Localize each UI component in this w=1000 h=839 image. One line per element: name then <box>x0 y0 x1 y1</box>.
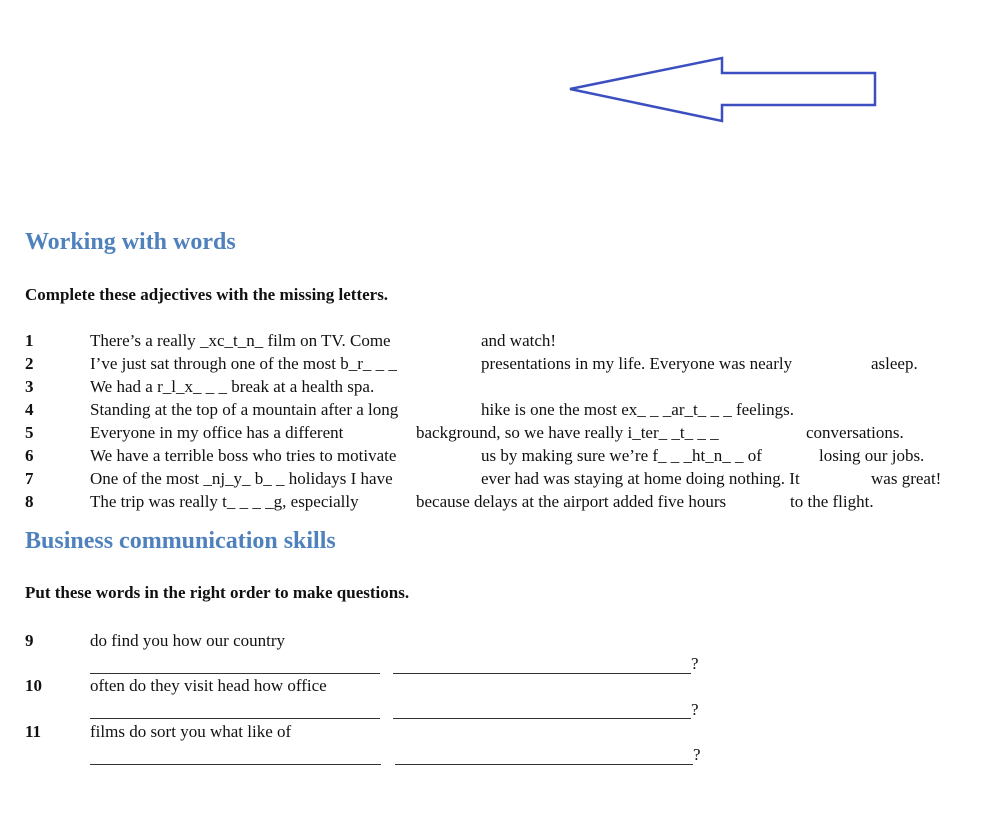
answer-line[interactable] <box>393 673 691 674</box>
item-number: 1 <box>25 331 34 350</box>
item-text: We had a r_l_x_ _ _ break at a health spa. <box>90 377 375 396</box>
item-number: 10 <box>25 676 42 695</box>
answer-line[interactable] <box>90 764 381 765</box>
item-text: There’s a really _xc_t_n_ film on TV. Come <box>90 331 391 350</box>
item-number: 4 <box>25 400 34 419</box>
instruction-word-order: Put these words in the right order to make questions. <box>25 583 410 602</box>
item-text: Standing at the top of a mountain after a long <box>90 400 399 419</box>
answer-line[interactable] <box>90 673 380 674</box>
item-number: 9 <box>25 631 34 650</box>
scrambled-words: often do they visit head how office <box>90 676 327 695</box>
item-text-cont: background, so we have really i_ter_ _t_ _ _ <box>416 423 719 442</box>
item-text-cont: ever had was staying at home doing nothing. It <box>481 469 800 488</box>
answer-line[interactable] <box>393 718 691 719</box>
item-text-cont: because delays at the airport added five hours <box>416 492 727 511</box>
instruction-complete-adjectives: Complete these adjectives with the missing letters. <box>25 285 389 304</box>
question-mark: ? <box>691 654 699 673</box>
item-number: 11 <box>25 722 42 741</box>
item-number: 2 <box>25 354 34 373</box>
item-text-end: was great! <box>871 469 942 488</box>
item-number: 6 <box>25 446 34 465</box>
item-text: The trip was really t_ _ _ _g, especially <box>90 492 359 511</box>
left-arrow-icon <box>566 55 882 125</box>
question-mark: ? <box>691 700 699 719</box>
item-text: I’ve just sat through one of the most b_r_ _ _ <box>90 354 397 373</box>
item-text: One of the most _nj_y_ b_ _ holidays I have <box>90 469 393 488</box>
section-heading-working-with-words: Working with words <box>25 229 236 255</box>
scrambled-words: films do sort you what like of <box>90 722 292 741</box>
item-text-end: asleep. <box>871 354 918 373</box>
item-number: 5 <box>25 423 34 442</box>
answer-line[interactable] <box>90 718 380 719</box>
item-text-end: losing our jobs. <box>819 446 925 465</box>
section-heading-business-communication: Business communication skills <box>25 528 336 554</box>
item-number: 3 <box>25 377 34 396</box>
item-text-end: to the flight. <box>790 492 874 511</box>
answer-line[interactable] <box>395 764 693 765</box>
item-number: 7 <box>25 469 34 488</box>
item-text-cont: hike is one the most ex_ _ _ar_t_ _ _ feelings. <box>481 400 795 419</box>
item-text-cont: presentations in my life. Everyone was nearly <box>481 354 793 373</box>
scrambled-words: do find you how our country <box>90 631 286 650</box>
item-text-end: conversations. <box>806 423 904 442</box>
item-text-cont: and watch! <box>481 331 557 350</box>
question-mark: ? <box>693 745 701 764</box>
item-number: 8 <box>25 492 34 511</box>
item-text: Everyone in my office has a different <box>90 423 344 442</box>
item-text-cont: us by making sure we’re f_ _ _ht_n_ _ of <box>481 446 762 465</box>
item-text: We have a terrible boss who tries to motivate <box>90 446 397 465</box>
